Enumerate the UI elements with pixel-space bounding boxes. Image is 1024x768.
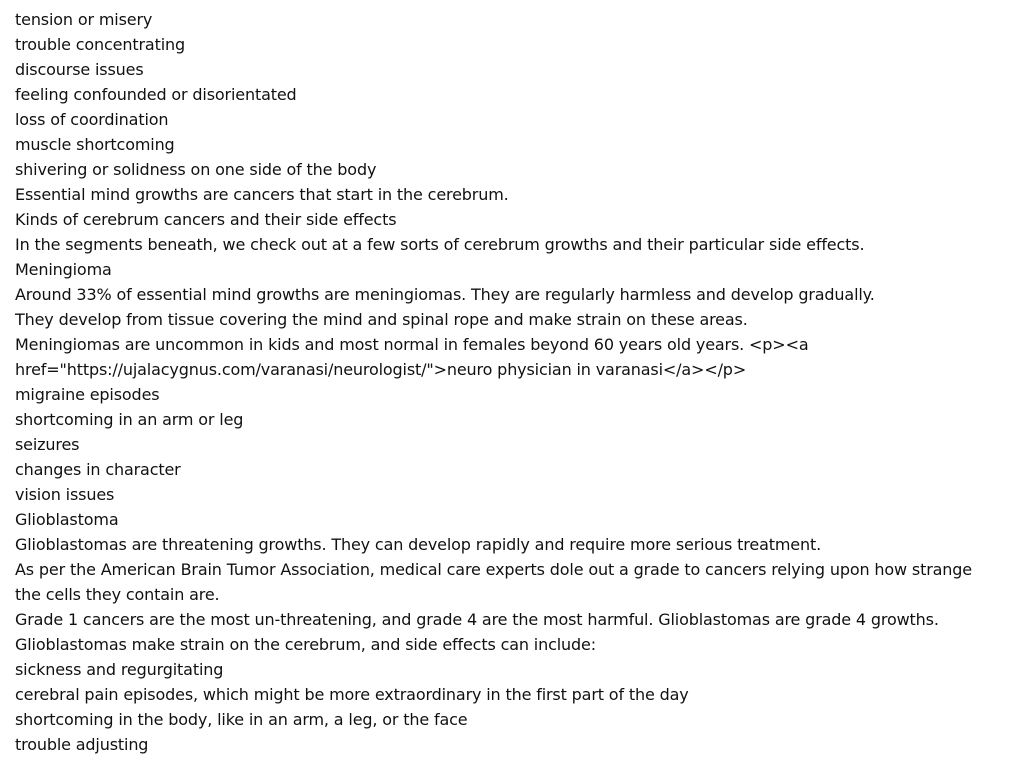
text-line: shivering or solidness on one side of the body — [15, 160, 377, 179]
text-line: vision issues — [15, 485, 115, 504]
text-line: trouble adjusting — [15, 735, 149, 754]
text-line: Meningiomas are uncommon in kids and most normal in females beyond 60 years old years. <p><a — [15, 335, 809, 354]
text-line: seizures — [15, 435, 80, 454]
text-line: feeling confounded or disorientated — [15, 85, 297, 104]
text-line: Around 33% of essential mind growths are meningiomas. They are regularly harmless and develop gradually. — [15, 285, 875, 304]
text-line: muscle shortcoming — [15, 135, 175, 154]
text-line: loss of coordination — [15, 110, 169, 129]
text-line: Glioblastomas are threatening growths. They can develop rapidly and require more serious treatment. — [15, 535, 822, 554]
text-line: the cells they contain are. — [15, 585, 220, 604]
text-line: shortcoming in the body, like in an arm, a leg, or the face — [15, 710, 468, 729]
text-line: sickness and regurgitating — [15, 660, 224, 679]
text-line: shortcoming in an arm or leg — [15, 410, 244, 429]
text-line: Essential mind growths are cancers that start in the cerebrum. — [15, 185, 509, 204]
text-line: They develop from tissue covering the mind and spinal rope and make strain on these areas. — [15, 310, 748, 329]
text-line: changes in character — [15, 460, 181, 479]
text-line: Grade 1 cancers are the most un-threatening, and grade 4 are the most harmful. Glioblastomas are grade 4 growths. — [15, 610, 939, 629]
text-line: Glioblastoma — [15, 510, 119, 529]
document-body — [15, 7, 1010, 757]
text-line: tension or misery — [15, 10, 153, 29]
text-line: discourse issues — [15, 60, 144, 79]
text-line: Meningioma — [15, 260, 112, 279]
text-line: cerebral pain episodes, which might be more extraordinary in the first part of the day — [15, 685, 689, 704]
text-line: Kinds of cerebrum cancers and their side effects — [15, 210, 397, 229]
text-line: Glioblastomas make strain on the cerebrum, and side effects can include: — [15, 635, 596, 654]
text-line: href="https://ujalacygnus.com/varanasi/neurologist/">neuro physician in varanasi</a></p> — [15, 360, 747, 379]
text-line: migraine episodes — [15, 385, 160, 404]
text-line: As per the American Brain Tumor Association, medical care experts dole out a grade to cancers relying upon how strange — [15, 560, 972, 579]
text-line: trouble concentrating — [15, 35, 185, 54]
text-line: In the segments beneath, we check out at a few sorts of cerebrum growths and their particular side effects. — [15, 235, 865, 254]
